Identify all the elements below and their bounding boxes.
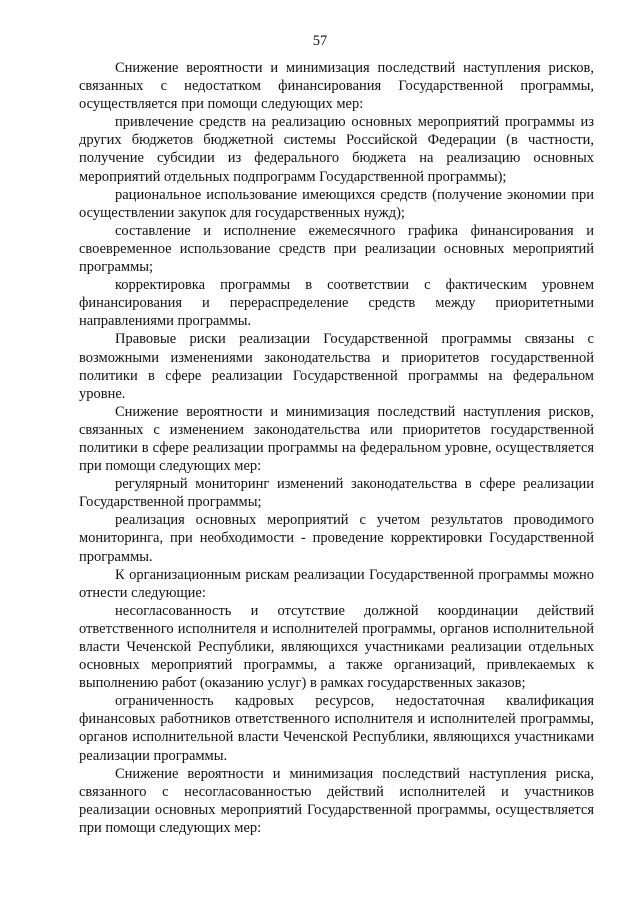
- paragraph-12: ограниченность кадровых ресурсов, недостаточная квалификация финансовых работников ответственного исполнителя и исполнителей программы, органов исполнительной власти Чеченской Республики, являющихся участниками реализации программы.: [79, 693, 594, 764]
- body-text: [79, 59, 594, 837]
- paragraph-13: Снижение вероятности и минимизация последствий наступления риска, связанного с несогласованностью действий исполнителей и участников реализации основных мероприятий Государственной программы, осуществляется при помощи следующих мер:: [79, 765, 594, 836]
- paragraph-8: регулярный мониторинг изменений законодательства в сфере реализации Государственной программы;: [79, 476, 594, 511]
- paragraph-6: Правовые риски реализации Государственной программы связаны с возможными изменениями законодательства и приоритетов государственной политики в сфере реализации Государственной программы на федеральном уровне.: [79, 331, 594, 402]
- paragraph-5: корректировка программы в соответствии с фактическим уровнем финансирования и перераспределение средств между приоритетными направлениями программы.: [79, 277, 594, 330]
- paragraph-3: рациональное использование имеющихся средств (получение экономии при осуществлении закупок для государственных нужд);: [79, 186, 594, 221]
- paragraph-9: реализация основных мероприятий с учетом результатов проводимого мониторинга, при необходимости - проведение корректировки Государственной программы.: [79, 512, 594, 565]
- paragraph-10: К организационным рискам реализации Государственной программы можно отнести следующие:: [79, 566, 594, 601]
- paragraph-7: Снижение вероятности и минимизация последствий наступления рисков, связанных с изменением законодательства или приоритетов государственной политики в сфере реализации программы на федеральном уровне, осуществляется при помощи следующих мер:: [79, 403, 594, 475]
- paragraph-4: составление и исполнение ежемесячного графика финансирования и своевременное использование средств при реализации основных мероприятий программы;: [79, 222, 594, 276]
- page-number: 57: [312, 33, 328, 49]
- paragraph-1: Снижение вероятности и минимизация последствий наступления рисков, связанных с недостатком финансирования Государственной программы, осуществляется при помощи следующих мер:: [79, 60, 594, 113]
- paragraph-11: несогласованность и отсутствие должной координации действий ответственного исполнителя и исполнителей программы, органов исполнительной власти Чеченской Республики, являющихся участниками реализации отдельных основных мероприятий программы, а также организаций, привлекаемых к выполнению работ (оказанию услуг) в рамках государственных заказов;: [79, 602, 594, 692]
- paragraph-2: привлечение средств на реализацию основных мероприятий программы из других бюджетов бюджетной системы Российской Федерации (в частности, получение субсидии из федерального бюджета на реализацию основных мероприятий отдельных подпрограмм Государственной программы);: [79, 114, 594, 185]
